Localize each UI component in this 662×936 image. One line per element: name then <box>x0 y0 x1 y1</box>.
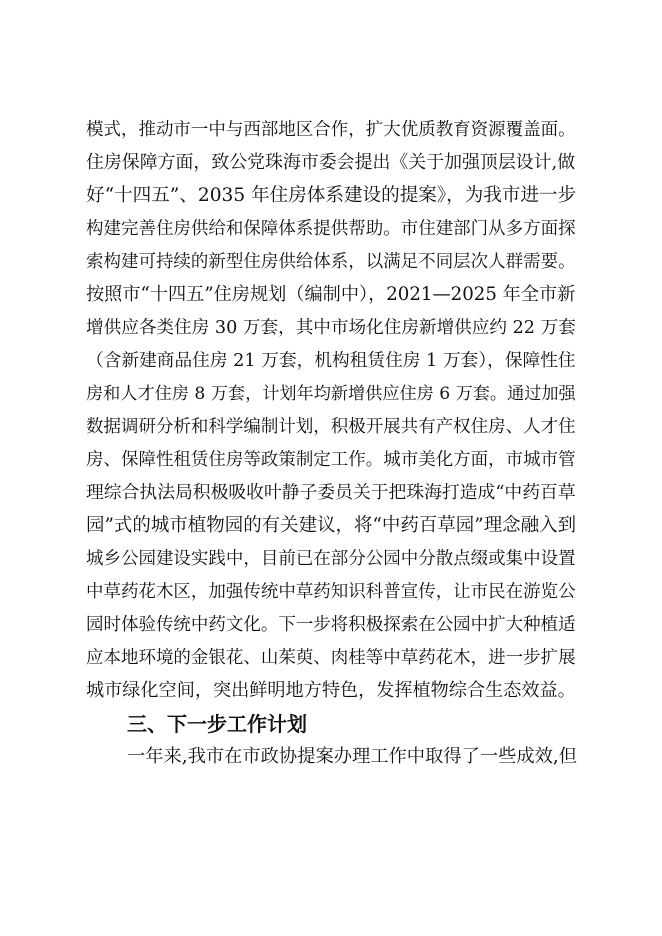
paragraph-line: （含新建商品住房 21 万套，机构租赁住房 1 万套），保障性住 <box>86 351 576 371</box>
paragraph-line: 房和人才住房 8 万套，计划年均新增供应住房 6 万套。通过加强 <box>86 384 576 404</box>
paragraph-line: 模式，推动市一中与西部地区合作，扩大优质教育资源覆盖面。 <box>86 120 576 140</box>
paragraph-line: 园时体验传统中药文化。下一步将积极探索在公园中扩大种植适 <box>86 615 576 635</box>
paragraph-line: 中草药花木区，加强传统中草药知识科普宣传，让市民在游览公 <box>86 582 576 602</box>
paragraph-line: 园”式的城市植物园的有关建议，将“中药百草园”理念融入到 <box>86 515 577 536</box>
paragraph-line: 住房保障方面，致公党珠海市委会提出《关于加强顶层设计,做 <box>86 152 576 173</box>
paragraph-line: 索构建可持续的新型住房供给体系，以满足不同层次人群需要。 <box>86 252 576 272</box>
paragraph-line: 城市绿化空间，突出鲜明地方特色，发挥植物综合生态效益。 <box>86 680 576 701</box>
section-heading: 三、下一步工作计划 <box>127 712 307 736</box>
paragraph-line: 应本地环境的金银花、山茱萸、肉桂等中草药花木，进一步扩展 <box>86 648 576 668</box>
paragraph-line: 好“十四五”、2035 年住房体系建设的提案》，为我市进一步 <box>86 185 577 206</box>
paragraph-line: 房、保障性租赁住房等政策制定工作。城市美化方面，市城市管 <box>86 450 576 470</box>
paragraph-line: 数据调研分析和科学编制计划，积极开展共有产权住房、人才住 <box>86 417 576 437</box>
paragraph-line: 按照市“十四五”住房规划（编制中），2021—2025 年全市新 <box>86 284 576 305</box>
paragraph-line: 理综合执法局积极吸收叶静子委员关于把珠海打造成“中药百草 <box>86 482 576 503</box>
paragraph-line: 增供应各类住房 30 万套，其中市场化住房新增供应约 22 万套 <box>86 318 576 338</box>
paragraph-line: 构建完善住房供给和保障体系提供帮助。市住建部门从多方面探 <box>86 219 576 239</box>
paragraph-line: 一年来,我市在市政协提案办理工作中取得了一些成效,但 <box>127 746 577 767</box>
paragraph-line: 城乡公园建设实践中，目前已在部分公园中分散点缀或集中设置 <box>86 549 576 569</box>
